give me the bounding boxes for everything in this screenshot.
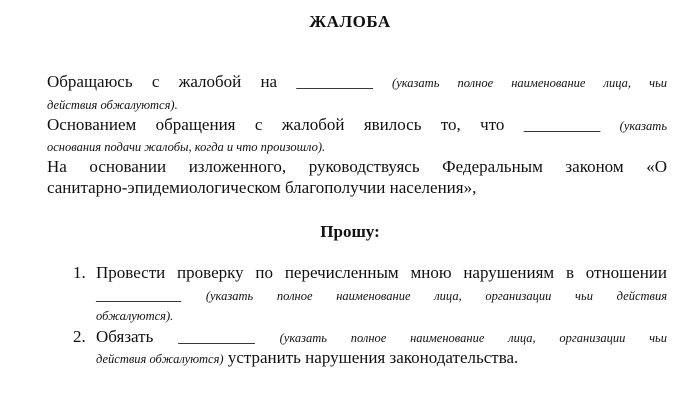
- paragraph-2-note-a: (указать: [619, 119, 668, 133]
- item-1-line-2: [96, 285, 667, 306]
- request-heading: Прошу:: [320, 222, 380, 241]
- paragraph-1-text: Обращаюсь с жалобой на: [47, 72, 278, 91]
- paragraph-3-line-2: санитарно-эпидемиологическом благополучии населения»,: [47, 178, 477, 197]
- paragraph-1-note-a: (указать полное наименование лица, чьи: [392, 76, 668, 90]
- paragraph-1-blank: _________: [296, 72, 373, 91]
- item-2-line-2: [96, 348, 667, 369]
- item-2-note-b: действия обжалуются): [96, 352, 224, 366]
- paragraph-2-text: Основанием обращения с жалобой явилось то, что: [47, 115, 505, 134]
- item-1-line-1: Провести проверку по перечисленным мною нарушениям в отношении: [96, 263, 667, 282]
- item-2-line-1: [96, 327, 667, 348]
- paragraph-1-line-2: [47, 94, 667, 115]
- item-1-number: 1.: [73, 263, 86, 282]
- document-title: ЖАЛОБА: [309, 12, 391, 31]
- item-1-blank: __________: [96, 285, 181, 304]
- item-2-tail: устранить нарушения законодательства.: [227, 348, 519, 367]
- paragraph-2-line-1: [47, 115, 667, 136]
- paragraph-2-line-2: [47, 136, 667, 157]
- paragraph-1-note-b: действия обжалуются).: [47, 98, 178, 112]
- item-2-blank: _________: [178, 327, 255, 346]
- paragraph-1-line-1: [47, 72, 667, 93]
- item-1-line-3: [96, 305, 667, 326]
- item-1-note-b: обжалуются).: [96, 309, 174, 323]
- item-1-note-a: (указать полное наименование лица, организации чьи действия: [205, 289, 668, 303]
- item-2-text: Обязать: [96, 327, 154, 346]
- paragraph-3-line-1: На основании изложенного, руководствуясь Федеральным законом «О: [47, 157, 667, 176]
- item-2-number: 2.: [73, 327, 86, 346]
- item-2-note-a: (указать полное наименование лица, организации чьи: [279, 331, 667, 345]
- paragraph-2-note-b: основания подачи жалобы, когда и что произошло).: [47, 140, 326, 154]
- paragraph-2-blank: _________: [523, 115, 601, 134]
